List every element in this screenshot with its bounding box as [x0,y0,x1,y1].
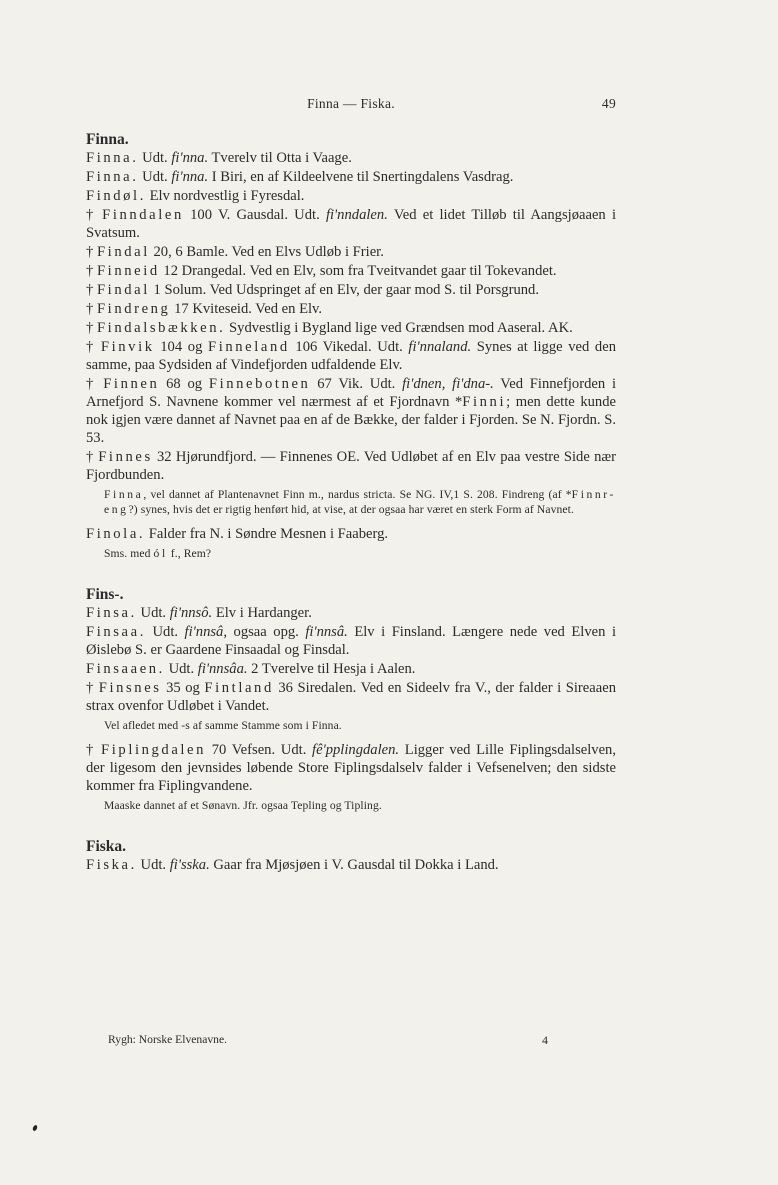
headword: Finneland [208,339,290,355]
entry-text: 70 Vefsen. Udt. [206,742,313,758]
headword: Findøl. [86,188,146,204]
headword: Findreng [96,301,171,317]
page-number: 49 [601,96,616,111]
entry-text: † [86,742,102,758]
entry-text: 104 og [154,339,208,355]
entry-text: Elv i Hardanger. [212,605,312,621]
entry-text: ogsaa opg. [227,624,306,640]
entry-text: Gaar fra Mjøsjøen i V. Gausdal til Dokka i Land. [209,857,499,873]
entry-text: 106 Vikedal. Udt. [289,339,409,355]
entry-text: Sydvestlig i Bygland lige ved Grændsen mod Aaseral. AK. [225,320,573,336]
headword: Finni [462,394,507,410]
entry-text: Ligger ved Lille Fiplingsdalselven, der ligesom den jevnsides løbende Store Fiplingsdalselv falder i Vefsenelven; den sidste kommer fra Fiplingvandene. [86,742,616,794]
pronunciation: fi'nnsâ, [184,624,227,640]
entry-text: 67 Vik. Udt. [310,376,403,392]
dictionary-content [86,130,616,875]
entry-text: † [86,680,99,696]
entry-text: † [86,263,97,279]
section-heading: Fins-. [86,586,124,603]
entry-text: 20, 6 Bamle. Ved en Elvs Udløb i Frier. [149,244,384,260]
editorial-note [104,798,616,813]
headword: Findal [96,244,150,260]
pronunciation: fi'nndalen. [325,207,388,223]
pronunciation: fi'nnaland. [408,339,472,355]
entry-text: † [86,449,99,465]
entry-text: Synes at ligge ved den samme, paa Sydsiden af Vindefjorden udfaldende Elv. [86,339,616,373]
footer-sheet-number: 4 [542,1033,548,1047]
pronunciation: fê'pplingdalen. [312,742,400,758]
dictionary-entry [86,262,616,280]
entry-text: Udt. [136,605,170,621]
entry-text: Elv i Finsland. Længere nede ved Elven i Øislebø S. er Gaardene Finsaadal og Finsdal. [86,624,616,658]
headword: Finneid [96,263,160,279]
entry-text: 17 Kviteseid. Ved en Elv. [170,301,323,317]
dictionary-entry [86,206,616,242]
headword: Fiska. [86,857,137,873]
section-gap [86,821,616,837]
headword: Finnr-eng [104,488,616,516]
dictionary-entry [86,525,616,543]
pronunciation: fi'nna. [171,150,209,166]
entry-text: † [86,339,101,355]
pronunciation: fi'dnen, fi'dna-. [402,376,494,392]
entry-text: † [86,301,97,317]
dictionary-entry [86,187,616,205]
editorial-note [104,718,616,733]
entry-text: † [86,320,97,336]
pronunciation: fi'nna. [171,169,209,185]
entry-text: † [86,244,97,260]
headword: Finna. [86,150,139,166]
entry-text: † [86,282,97,298]
dictionary-entry [86,448,616,484]
headword: Finola. [86,526,146,542]
ink-spot [32,1124,38,1131]
headword: Finndalen [102,207,184,223]
entry-text: Udt. [164,661,198,677]
headword: Fiplingdalen [101,742,207,758]
headword: Finnes [98,449,153,465]
entry-text: Sms. med [104,547,154,560]
section-gap [86,569,616,585]
editorial-note [104,546,616,561]
pronunciation: fi'nnsâa. [197,661,248,677]
section-heading: Finna. [86,131,129,148]
dictionary-entry [86,300,616,318]
entry-text: † [86,207,103,223]
pronunciation: fi'sska. [169,857,210,873]
headword: Finsaaen. [86,661,165,677]
headword: Fintland [204,680,274,696]
entry-text: Falder fra N. i Søndre Mesnen i Faaberg. [145,526,389,542]
headword: Finsnes [98,680,162,696]
entry-text: 36 Siredalen. Ved en Sideelv fra V., der falder i Sireaaen strax ovenfor Udløbet i Vandet. [86,680,616,714]
entry-text: Ved et lidet Tilløb til Aangsjøaaen i Svatsum. [86,207,617,241]
entry-text: 100 V. Gausdal. Udt. [183,207,326,223]
dictionary-entry [86,281,616,299]
entry-text: 35 og [161,680,205,696]
headword: Finnebotnen [208,376,311,392]
entry-text: 1 Solum. Ved Udspringet af en Elv, der gaar mod S. til Porsgrund. [149,282,539,298]
entry-text: Vel afledet med -s af samme Stamme som i Finna. [104,719,342,732]
dictionary-entry [86,338,616,374]
entry-text: ?) synes, hvis det er rigtig henført hid, at vise, at der ogsaa har været en sterk Form af Navnet. [128,503,574,516]
dictionary-entry [86,243,616,261]
entry-text: Udt. [138,150,172,166]
entry-text: Maaske dannet af et Sønavn. Jfr. ogsaa Tepling og Tipling. [104,799,382,812]
headword: Finnen [103,376,160,392]
entry-text: 12 Drangedal. Ved en Elv, som fra Tveitvandet gaar til Tokevandet. [159,263,557,279]
section-heading: Fiska. [86,838,127,855]
entry-text: I Biri, en af Kildeelvene til Snertingdalens Vasdrag. [208,169,514,185]
headword: Finna [104,488,144,501]
dictionary-entry [86,660,616,678]
dictionary-entry [86,149,616,167]
pronunciation: fi'nnsâ. [305,624,348,640]
headword: Findal [96,282,150,298]
entry-text: ; men dette kunde nok igjen være dannet af Navnet paa en af de Bække, der falder i Fjorden. Se N. Fjordn. S. 53. [86,394,616,446]
dictionary-entry [86,856,616,874]
headword: Finsa. [86,605,137,621]
headword: ól [153,547,168,560]
dictionary-entry [86,679,616,715]
headword: Findalsbækken. [96,320,226,336]
editorial-note [104,487,616,517]
entry-text: f., Rem? [167,547,212,560]
entry-text: 2 Tverelve til Hesja i Aalen. [247,661,416,677]
pronunciation: fi'nnsô. [169,605,213,621]
headword: Finvik [100,339,155,355]
entry-text: 68 og [159,376,209,392]
headword: Finna. [86,169,139,185]
entry-text: Ved Finnefjorden i Arnefjord S. Navnene kommer vel nærmest af et Fjordnavn * [86,376,616,410]
dictionary-entry [86,168,616,186]
entry-text: Udt. [136,857,170,873]
dictionary-entry [86,375,616,447]
entry-text: Udt. [145,624,185,640]
footer-signature: Rygh: Norske Elvenavne. [108,1033,227,1046]
dictionary-entry [86,604,616,622]
dictionary-entry [86,319,616,337]
entry-text: 32 Hjørundfjord. — Finnenes OE. Ved Udløbet af en Elv paa vestre Side nær Fjordbunden. [86,449,616,483]
headword: Finsaa. [86,624,146,640]
entry-text: Tverelv til Otta i Vaage. [208,150,352,166]
entry-text: Udt. [138,169,172,185]
dictionary-entry [86,623,616,659]
entry-text: † [86,376,104,392]
running-title: Finna — Fiska. [307,96,395,111]
entry-text: Elv nordvestlig i Fyresdal. [145,188,305,204]
dictionary-entry [86,741,616,795]
entry-text: , vel dannet af Plantenavnet Finn m., nardus stricta. Se NG. IV,1 S. 208. Findreng (af * [143,488,572,501]
